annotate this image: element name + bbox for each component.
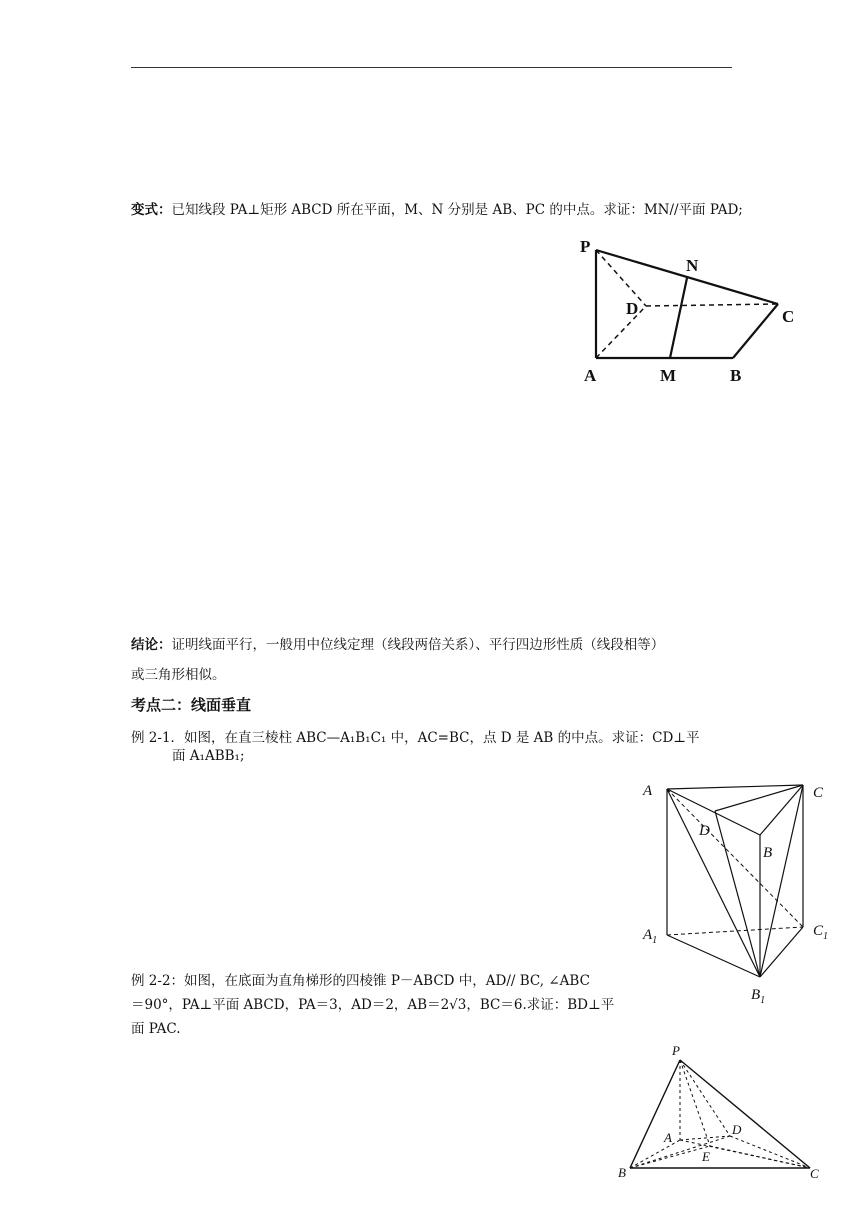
- ex21-line2: 面 A₁ABB₁;: [172, 748, 245, 764]
- ex22-line1: 例 2-2：如图，在底面为直角梯形的四棱锥 P－ABCD 中，AD// BC, ∠ABC: [131, 973, 590, 989]
- fig1-label-m: M: [660, 366, 677, 385]
- figure-pyramid-pabcd: [570, 230, 820, 395]
- conclusion-label: 结论：: [131, 637, 172, 653]
- fig1-label-c: C: [782, 307, 795, 326]
- fig3-label-a: A: [664, 1130, 672, 1145]
- conclusion-line2: 或三角形相似。: [131, 667, 226, 683]
- ex22-line3: 面 PAC.: [131, 1021, 181, 1037]
- fig1-label-d: D: [626, 299, 639, 318]
- fig3-label-d: D: [732, 1122, 742, 1137]
- conclusion-text1: 证明线面平行，一般用中位线定理（线段两倍关系）、平行四边形性质（线段相等）: [171, 637, 665, 653]
- fig3-label-e: E: [702, 1149, 710, 1164]
- fig1-label-n: N: [686, 256, 699, 275]
- fig3-label-p: P: [672, 1043, 680, 1058]
- variant-text: 已知线段 PA⊥矩形 ABCD 所在平面，M、N 分别是 AB、PC 的中点。求证：MN//平面 PAD;: [171, 202, 743, 218]
- fig3-label-b: B: [618, 1165, 626, 1180]
- header-rule: [131, 67, 732, 68]
- variant-problem: [131, 199, 743, 222]
- fig2-label-a: A: [643, 783, 653, 799]
- fig1-label-a: A: [584, 366, 597, 385]
- fig2-label-d: D: [699, 823, 710, 839]
- fig1-label-p: P: [580, 237, 591, 256]
- fig2-label-b: B: [763, 845, 773, 861]
- fig3-label-c: C: [810, 1166, 819, 1181]
- fig2-label-c1: $C_1$: [813, 923, 829, 942]
- fig2-label-a1: $A_1$: [643, 927, 658, 946]
- ex22-line2: ＝90°，PA⊥平面 ABCD，PA＝3，AD＝2，AB＝2√3，BC＝6.求证：BD⊥平: [131, 997, 615, 1013]
- figure-pyramid-trapezoid: [610, 1040, 830, 1190]
- fig1-label-b: B: [730, 366, 742, 385]
- fig2-label-b1: $B_1$: [751, 987, 766, 1006]
- fig2-label-c: C: [813, 785, 824, 801]
- section2-title: 考点二：线面垂直: [131, 696, 252, 714]
- conclusion-line1: [131, 634, 664, 657]
- figure-prism: [635, 775, 850, 1015]
- ex21-line1: 例 2-1．如图，在直三棱柱 ABC—A₁B₁C₁ 中，AC=BC，点 D 是 AB 的中点。求证：CD⊥平: [131, 730, 700, 746]
- variant-label: 变式：: [131, 202, 172, 218]
